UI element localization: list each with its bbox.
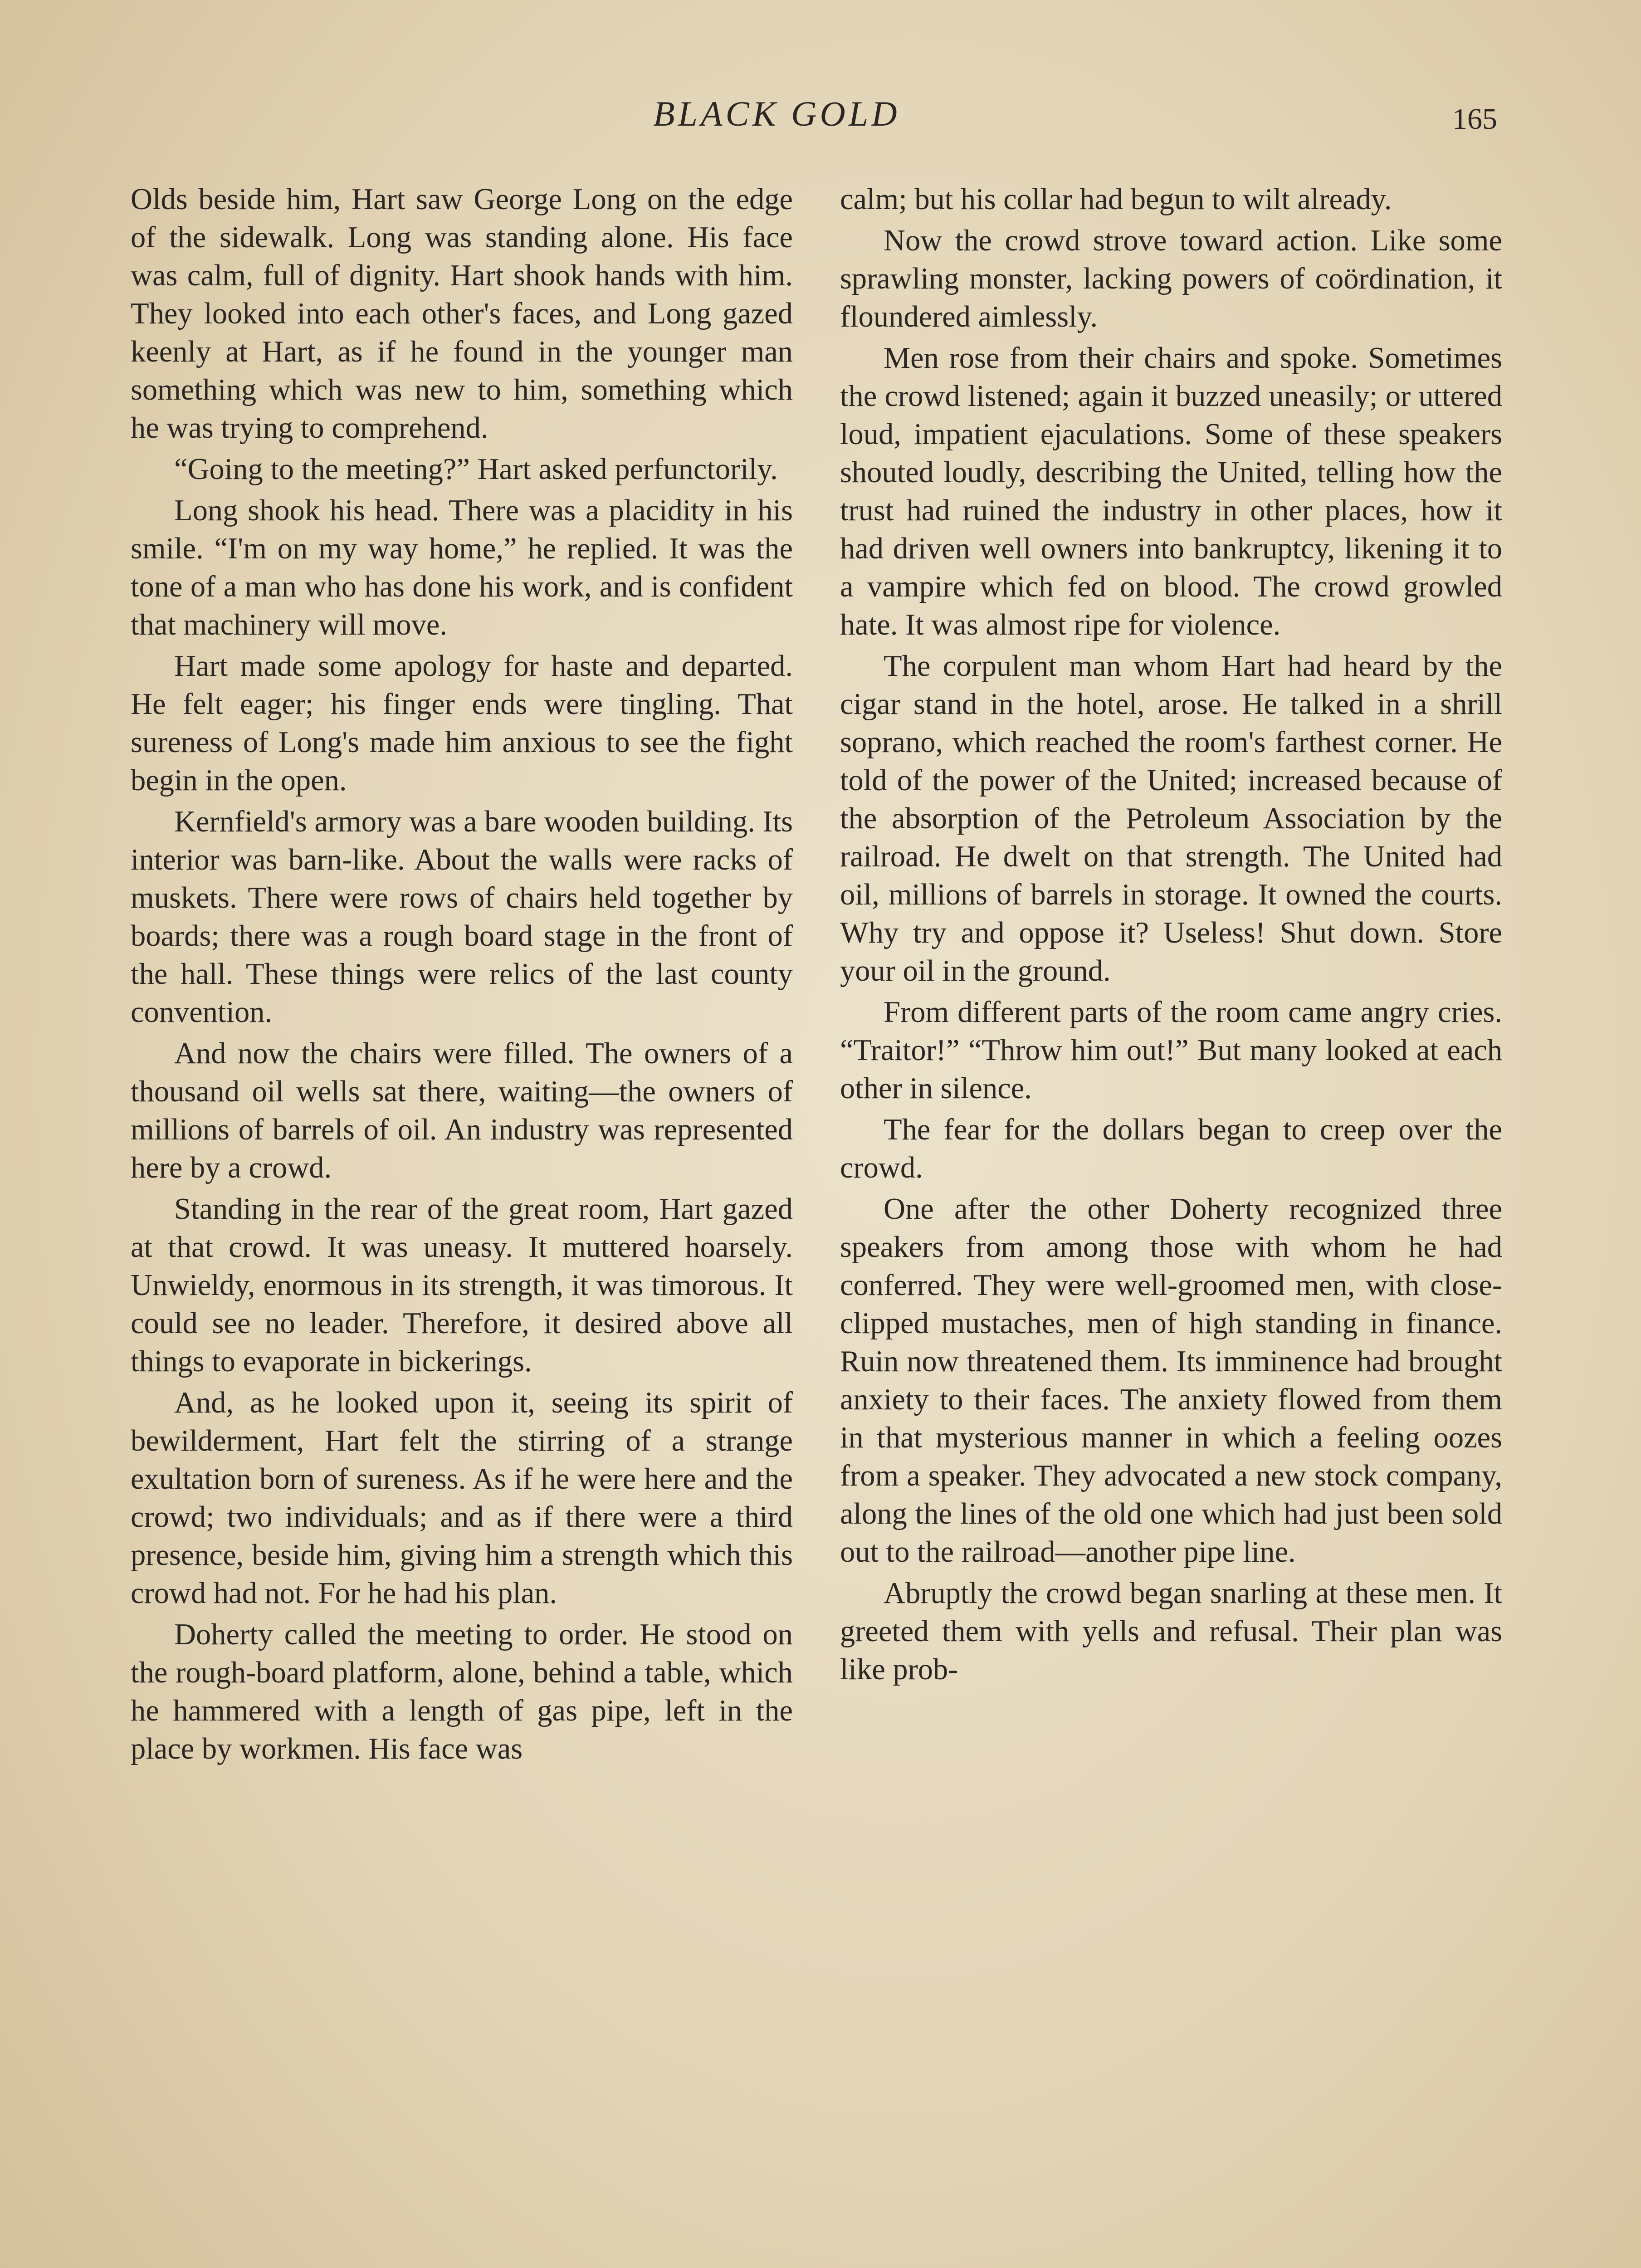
paragraph: And now the chairs were filled. The owners of a thousand oil wells sat there, waiting—the owners of millions of barrels of oil. An industry was represented here by a crowd. xyxy=(131,1037,793,1184)
paragraph: Doherty called the meeting to order. He stood on the rough-board platform, alone, behind a table, which he hammered with a length of gas pipe, left in the place by workmen. His face was xyxy=(131,1618,793,1765)
paragraph: Kernfield's armory was a bare wooden building. Its interior was barn-like. About the walls were racks of muskets. There were rows of chairs held together by boards; there was a rough board stage in the front of the hall. These things were relics of the last county convention. xyxy=(131,805,793,1029)
paragraph: The fear for the dollars began to creep over the crowd. xyxy=(840,1113,1502,1184)
paragraph: calm; but his collar had begun to wilt already. xyxy=(840,183,1392,216)
paragraph: Long shook his head. There was a placidity in his smile. “I'm on my way home,” he replied. It was the tone of a man who has done his work, and is confident that machinery will move. xyxy=(131,494,793,641)
running-head-title: BLACK GOLD xyxy=(653,94,900,133)
paragraph: “Going to the meeting?” Hart asked perfunctorily. xyxy=(174,453,778,486)
paragraph: The corpulent man whom Hart had heard by the cigar stand in the hotel, arose. He talked in a shrill soprano, which reached the room's farthest corner. He told of the power of the United; increased because of the absorption of the Petroleum Association by the railroad. He dwelt on that strength. The United had oil, millions of barrels in storage. It owned the courts. Why try and oppose it? Useless! Shut down. Store your oil in the ground. xyxy=(840,650,1502,987)
paragraph: From different parts of the room came angry cries. “Traitor!” “Throw him out!” But many looked at each other in silence. xyxy=(840,996,1502,1105)
paragraph: Now the crowd strove toward action. Like some sprawling monster, lacking powers of coördination, it floundered aimlessly. xyxy=(840,224,1502,333)
paragraph: Standing in the rear of the great room, Hart gazed at that crowd. It was uneasy. It muttered hoarsely. Unwieldy, enormous in its strength, it was timorous. It could see no leader. Therefore, it desired above all things to evaporate in bickerings. xyxy=(131,1193,793,1378)
paragraph: Abruptly the crowd began snarling at these men. It greeted them with yells and refusal. Their plan was like prob- xyxy=(840,1577,1502,1686)
page-number: 165 xyxy=(1452,103,1497,136)
paragraph: One after the other Doherty recognized three speakers from among those with whom he had conferred. They were well-groomed men, with close-clipped mustaches, men of high standing in finance. Ruin now threatened them. Its imminence had brought anxiety to their faces. The anxiety flowed from them in that mysterious manner in which a feeling oozes from a speaker. They advocated a new stock company, along the lines of the old one which had just been sold out to the railroad—another pipe line. xyxy=(840,1193,1502,1569)
paragraph: Men rose from their chairs and spoke. Sometimes the crowd listened; again it buzzed uneasily; or uttered loud, impatient ejaculations. Some of these speakers shouted loudly, describing the United, telling how the trust had ruined the industry in other places, how it had driven well owners into bankruptcy, likening it to a vampire which fed on blood. The crowd growled hate. It was almost ripe for violence. xyxy=(840,342,1502,641)
left-column xyxy=(131,181,793,1771)
paragraph: Hart made some apology for haste and departed. He felt eager; his finger ends were tingling. That sureness of Long's made him anxious to see the fight begin in the open. xyxy=(131,650,793,797)
paragraph: And, as he looked upon it, seeing its spirit of bewilderment, Hart felt the stirring of a strange exultation born of sureness. As if he were here and the crowd; two individuals; and as if there were a third presence, beside him, giving him a strength which this crowd had not. For he had his plan. xyxy=(131,1386,793,1610)
paragraph: Olds beside him, Hart saw George Long on the edge of the sidewalk. Long was standing alone. His face was calm, full of dignity. Hart shook hands with him. They looked into each other's faces, and Long gazed keenly at Hart, as if he found in the younger man something which was new to him, something which he was trying to comprehend. xyxy=(131,183,793,445)
right-column xyxy=(840,181,1502,1692)
